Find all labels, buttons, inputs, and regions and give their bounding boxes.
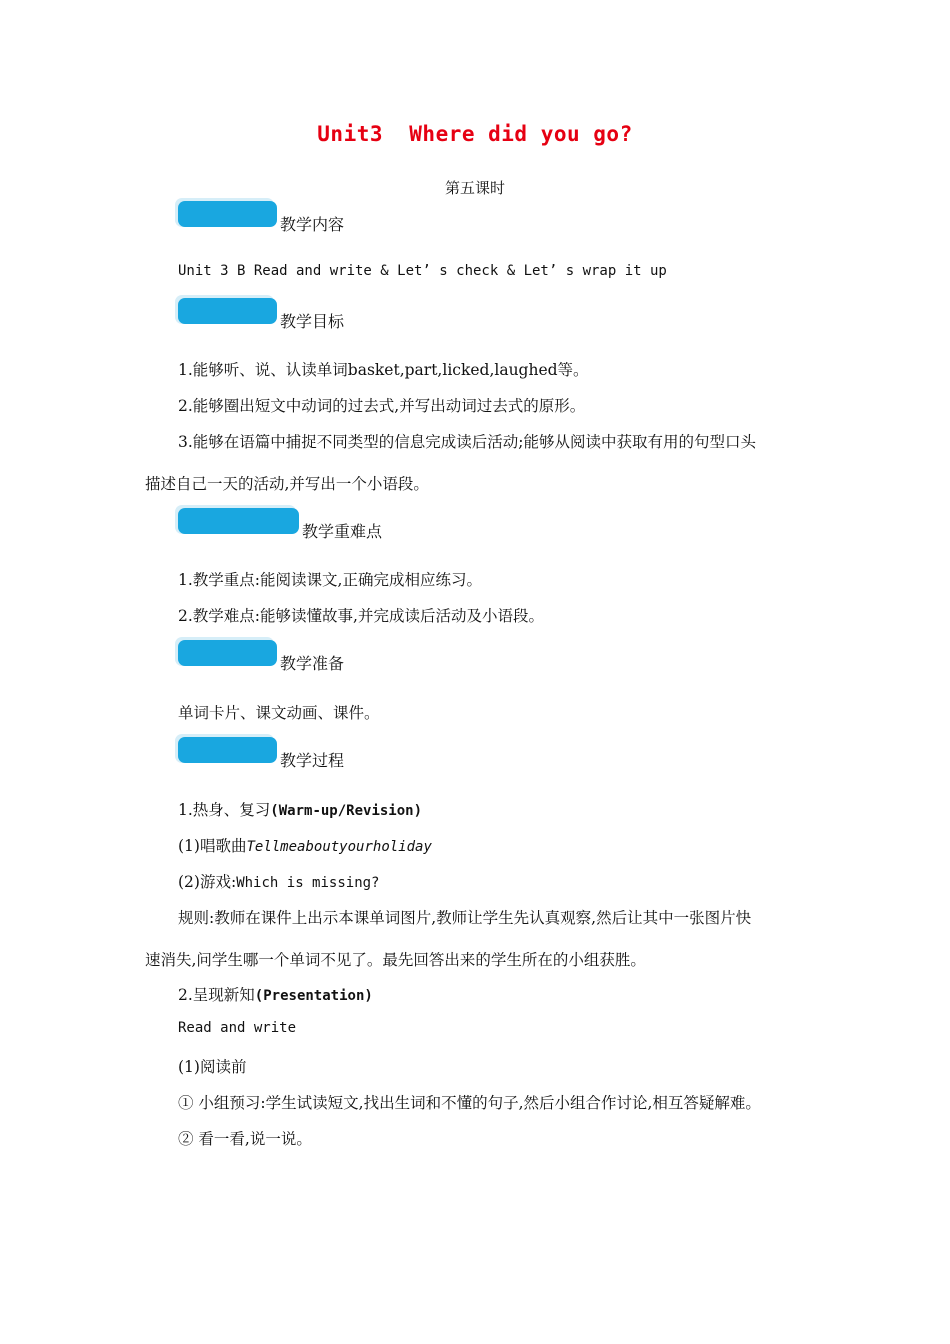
step-label-en: (Presentation) <box>254 988 373 1004</box>
read-write-heading: Read and write <box>178 1020 297 1036</box>
goal-item: 1.能够听、说、认读单词basket,part,licked,laughed等。 <box>178 361 589 379</box>
key-point-item: 2.教学难点:能够读懂故事,并完成读后活动及小语段。 <box>178 607 544 625</box>
section-badge <box>178 737 277 763</box>
game-activity <box>178 870 379 892</box>
goal-item: 2.能够圈出短文中动词的过去式,并写出动词过去式的原形。 <box>178 397 586 415</box>
step-label: 1.热身、复习 <box>178 801 271 819</box>
goal-item-continued: 描述自己一天的活动,并写出一个小语段。 <box>145 475 429 493</box>
activity-label: (2)游戏: <box>178 873 237 891</box>
lesson-subtitle: 第五课时 <box>444 179 505 197</box>
section-title: 教学内容 <box>280 215 345 234</box>
song-activity <box>178 834 432 856</box>
before-reading-heading: (1)阅读前 <box>178 1058 247 1076</box>
section-title: 教学准备 <box>280 654 345 673</box>
rule-text: 规则:教师在课件上出示本课单词图片,教师让学生先认真观察,然后让其中一张图片快 <box>178 909 752 927</box>
song-title: Tellmeaboutyourholiday <box>246 839 432 855</box>
section-title: 教学目标 <box>280 312 345 331</box>
activity-label: (1)唱歌曲 <box>178 837 247 855</box>
step-label-en: (Warm-up/Revision) <box>270 803 423 819</box>
game-title: Which is missing? <box>236 875 380 891</box>
key-point-item: 1.教学重点:能阅读课文,正确完成相应练习。 <box>178 571 482 589</box>
section-badge <box>178 508 299 534</box>
rule-text-continued: 速消失,问学生哪一个单词不见了。最先回答出来的学生所在的小组获胜。 <box>145 951 646 969</box>
document-title: Unit3 Where did you go? <box>317 122 633 146</box>
process-step-1 <box>178 798 422 820</box>
goal-item: 3.能够在语篇中捕捉不同类型的信息完成读后活动;能够从阅读中获取有用的句型口头 <box>178 433 757 451</box>
step-label: 2.呈现新知 <box>178 986 255 1004</box>
section-title: 教学过程 <box>280 751 345 770</box>
before-reading-item: ② 看一看,说一说。 <box>178 1130 312 1148</box>
section-badge <box>178 298 277 324</box>
process-step-2 <box>178 983 373 1005</box>
preparation-text: 单词卡片、课文动画、课件。 <box>178 704 380 722</box>
section-badge <box>178 640 277 666</box>
before-reading-item: ① 小组预习:学生试读短文,找出生词和不懂的句子,然后小组合作讨论,相互答疑解难。 <box>178 1094 761 1112</box>
section-title: 教学重难点 <box>302 522 383 541</box>
content-text: Unit 3 B Read and write & Let’ s check & Let’ s wrap it up <box>178 263 667 279</box>
section-badge <box>178 201 277 227</box>
